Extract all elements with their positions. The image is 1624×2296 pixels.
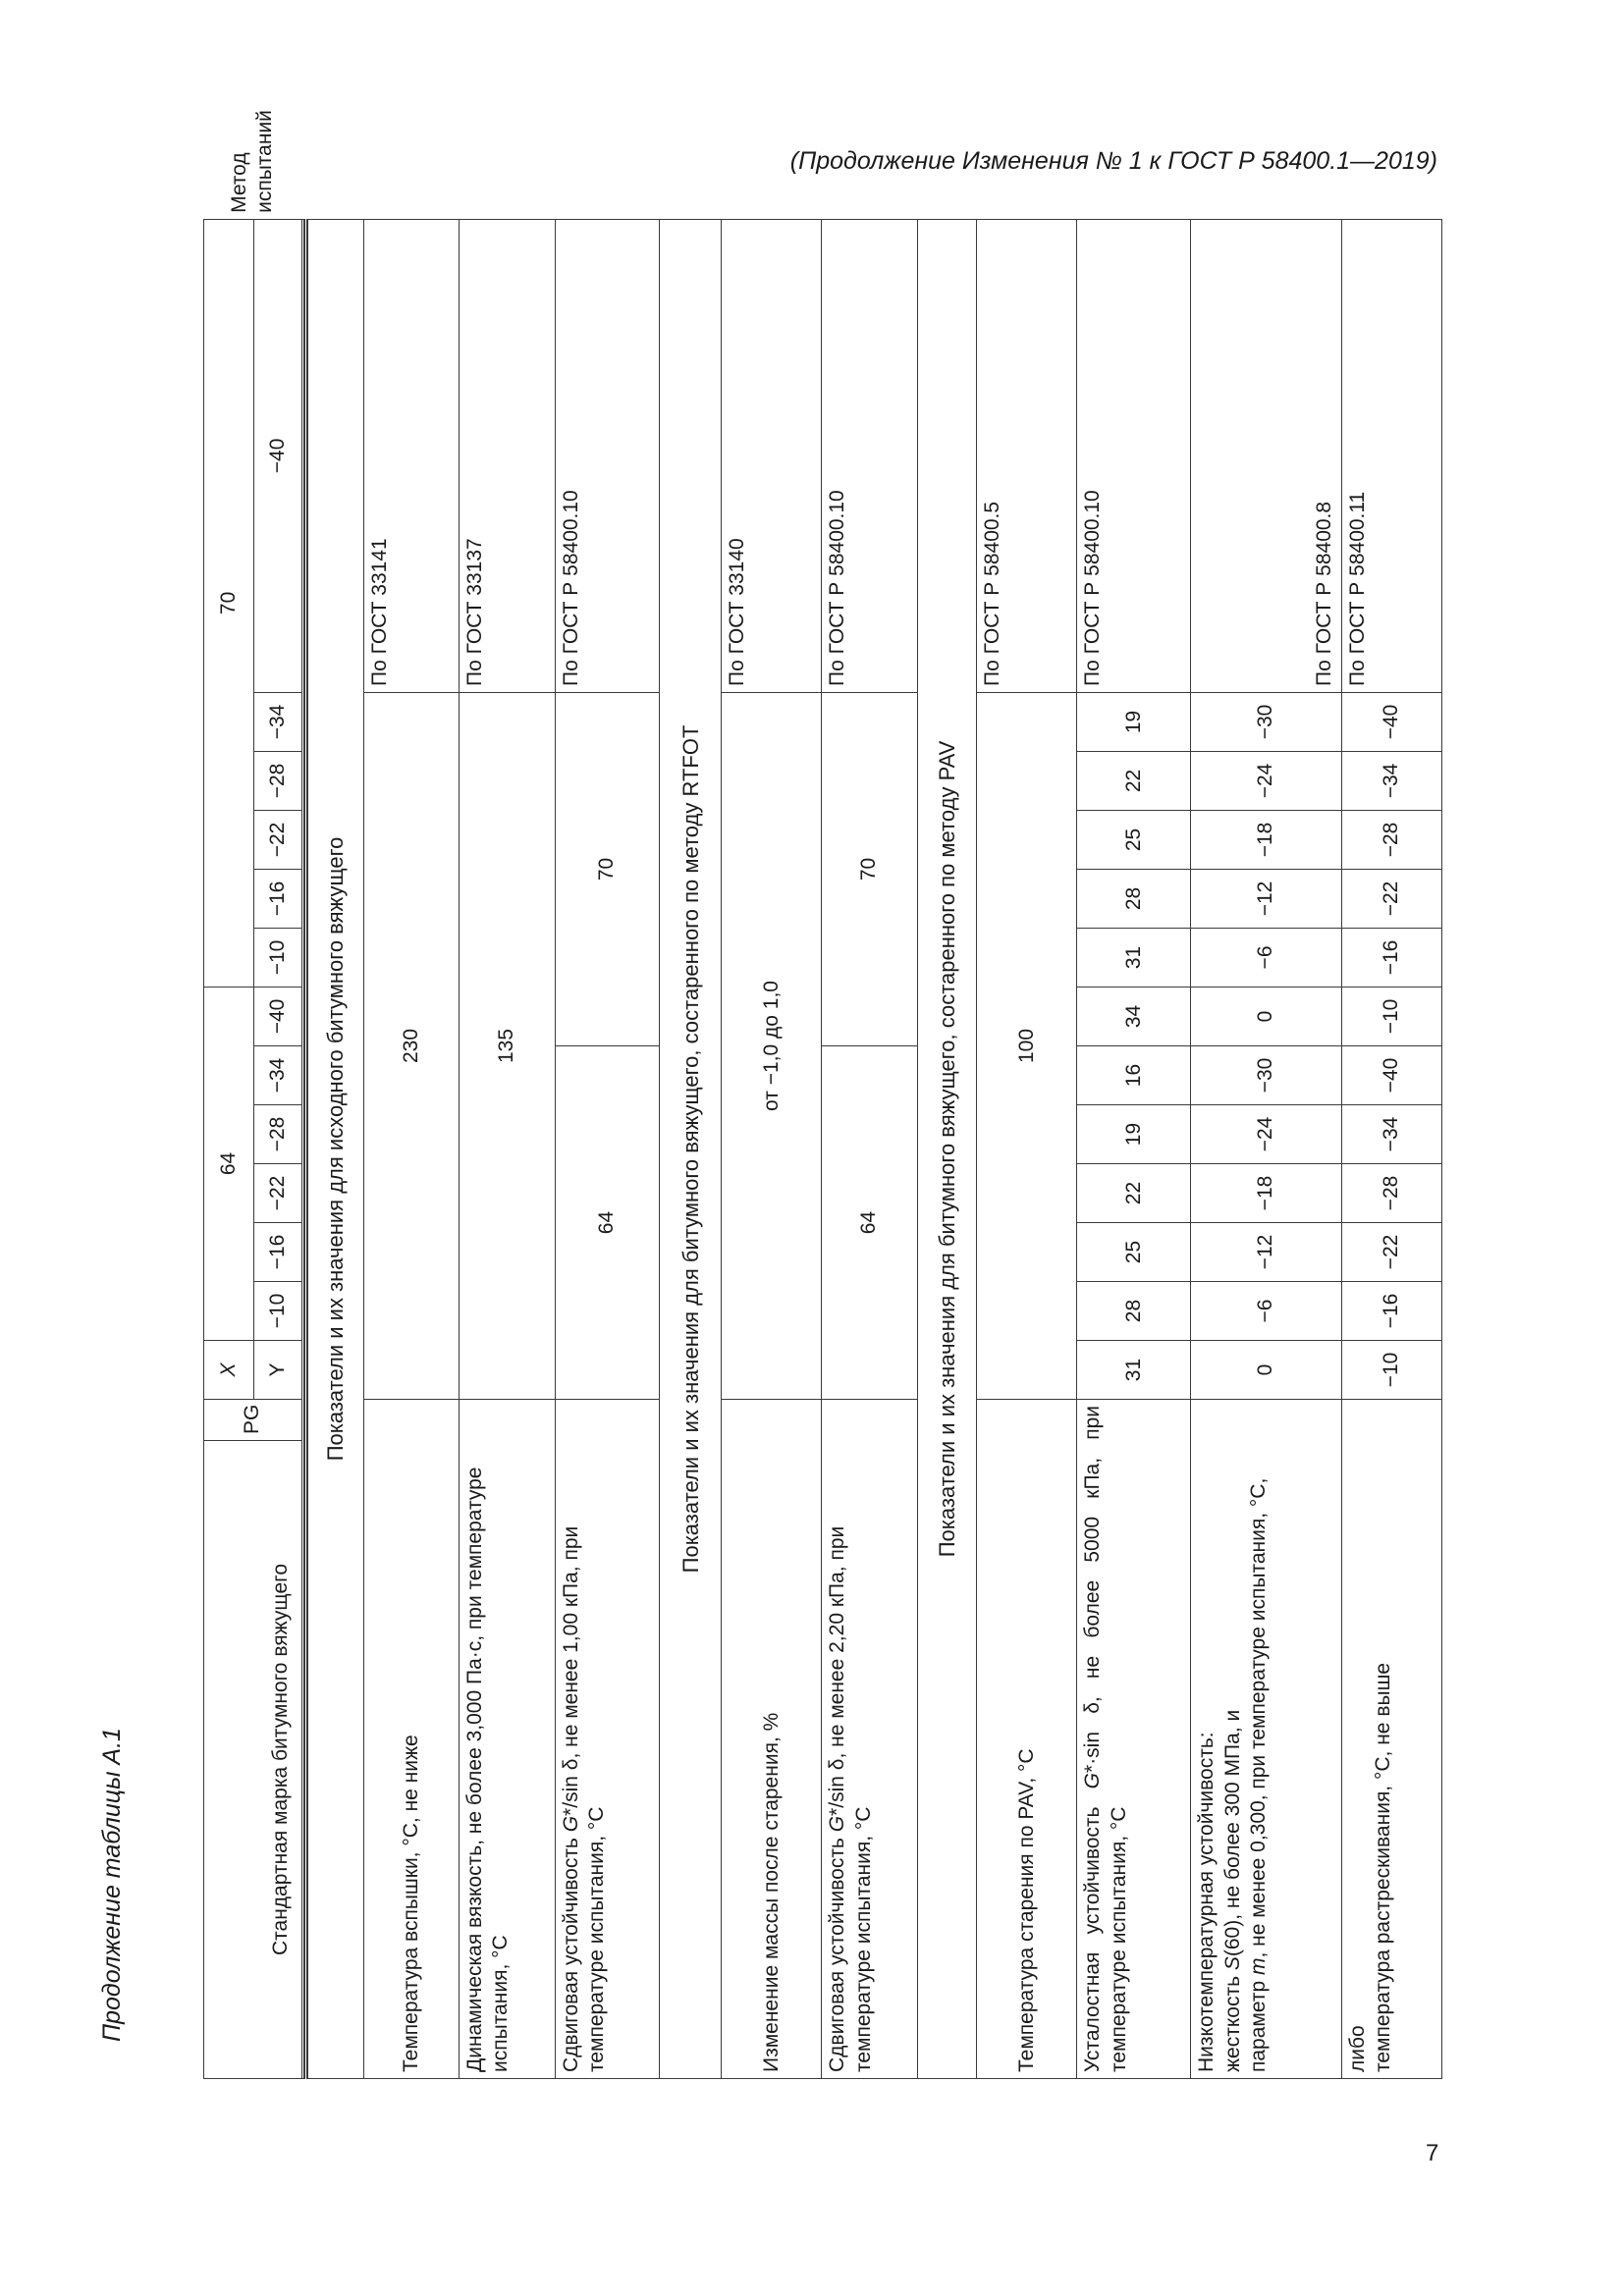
shear-original-value-70: 70 <box>555 692 660 1045</box>
mass-change-label: Изменение массы после старения, % <box>722 1400 822 2079</box>
label-part: Усталостная устойчивость <box>1081 1789 1105 2072</box>
cracking-temperature-value: −40 <box>1341 1046 1441 1105</box>
y-value: −40 <box>254 219 302 692</box>
cracking-temperature-value: −22 <box>1341 869 1441 928</box>
section-rtfot <box>660 219 722 2078</box>
shear-original-label <box>555 1400 660 2079</box>
cracking-temperature-value: −28 <box>1341 1164 1441 1223</box>
label-part: параметр <box>1246 1975 1270 2072</box>
y-value: −16 <box>254 869 302 928</box>
section-original <box>306 219 363 2078</box>
cracking-temperature-value: −16 <box>1341 1282 1441 1341</box>
low-temperature-value: 0 <box>1191 987 1341 1045</box>
row-mass-change <box>722 219 822 2078</box>
cracking-temperature-label <box>1341 1400 1441 2079</box>
grade-label: Стандартная марка битумного вяжущего <box>268 1564 292 1956</box>
viscosity-label: Динамическая вязкость, не более 3,000 Па·с, при температуре испытания, °С <box>460 1400 556 2079</box>
cracking-temperature-value: −34 <box>1341 751 1441 810</box>
table-caption-text: Продолжение таблицы А.1 <box>98 1728 126 2042</box>
shear-rtfot-value-70: 70 <box>822 692 918 1045</box>
label-line: либо <box>1345 2025 1369 2072</box>
y-value: −28 <box>254 751 302 810</box>
cracking-temperature-value: −28 <box>1341 810 1441 869</box>
row-fatigue <box>1077 219 1191 2078</box>
label-line: Низкотемпературная устойчивость: <box>1195 1732 1218 2072</box>
fatigue-value: 19 <box>1077 1105 1191 1164</box>
mass-change-value: от −1,0 до 1,0 <box>722 692 822 1399</box>
cracking-temperature-value: −16 <box>1341 928 1441 987</box>
row-viscosity <box>460 219 556 2078</box>
grade-label-cell <box>204 1441 302 2079</box>
fatigue-value: 31 <box>1077 928 1191 987</box>
flash-point-label: Температура вспышки, °C, не ниже <box>363 1400 460 2079</box>
fatigue-value: 25 <box>1077 1223 1191 1282</box>
y-value: −22 <box>254 810 302 869</box>
fatigue-value: 16 <box>1077 1046 1191 1105</box>
label-symbol: G <box>1081 1772 1105 1789</box>
y-value: −34 <box>254 1046 302 1105</box>
x-value-70: 70 <box>204 219 254 987</box>
fatigue-value: 28 <box>1077 869 1191 928</box>
shear-rtfot-value-64: 64 <box>822 1046 918 1400</box>
fatigue-value: 22 <box>1077 1164 1191 1223</box>
section-original-title: Показатели и их значения для исходного битумного вяжущего <box>306 219 363 2078</box>
label-symbol: m <box>1246 1957 1270 1976</box>
mass-change-method: По ГОСТ 33140 <box>722 219 822 692</box>
document-header-note: (Продолжение Изменения № 1 к ГОСТ Р 58400.1—2019) <box>789 147 1437 175</box>
low-temperature-value: 0 <box>1191 1341 1341 1400</box>
y-value: −34 <box>254 692 302 751</box>
header-row-x <box>204 219 254 2078</box>
label-line <box>1220 1406 1246 2072</box>
low-temperature-value: −6 <box>1191 928 1341 987</box>
x-value-64: 64 <box>204 987 254 1340</box>
viscosity-method: По ГОСТ 33137 <box>460 219 556 692</box>
label-part: , не менее 0,300, при температуре испытания, °С, <box>1246 1477 1270 1958</box>
low-temperature-value: −12 <box>1191 869 1341 928</box>
low-temperature-value: −6 <box>1191 1282 1341 1341</box>
low-temperature-value: −30 <box>1191 692 1341 751</box>
x-label: X <box>204 1341 254 1400</box>
y-value: −16 <box>254 1223 302 1282</box>
low-temperature-value: −24 <box>1191 751 1341 810</box>
fatigue-value: 19 <box>1077 692 1191 751</box>
fatigue-label <box>1077 1400 1191 2079</box>
label-part: *·sin δ, не более 5000 кПа, при температуре испытания, °С <box>1081 1406 1130 2072</box>
cracking-temperature-method: По ГОСТ Р 58400.11 <box>1341 219 1441 692</box>
section-pav <box>917 219 976 2078</box>
table-caption <box>98 1728 157 2081</box>
y-value: −40 <box>254 987 302 1045</box>
row-pav-temperature <box>977 219 1077 2078</box>
pav-temperature-method: По ГОСТ Р 58400.5 <box>977 219 1077 692</box>
method-label: Метод испытаний <box>228 110 277 213</box>
page-number: 7 <box>1426 2140 1439 2166</box>
low-temperature-value: −30 <box>1191 1046 1341 1105</box>
pg-label: PG <box>241 1404 264 1434</box>
shear-rtfot-method: По ГОСТ Р 58400.10 <box>822 219 918 692</box>
pg-label-cell <box>204 1400 302 1441</box>
y-value: −22 <box>254 1164 302 1223</box>
cracking-temperature-value: −22 <box>1341 1223 1441 1282</box>
label-part: Сдвиговая устойчивость <box>826 1832 849 2072</box>
pav-temperature-label: Температура старения по PAV, °С <box>977 1400 1077 2079</box>
fatigue-value: 28 <box>1077 1282 1191 1341</box>
viscosity-value: 135 <box>460 692 556 1399</box>
row-shear-rtfot <box>822 219 918 2078</box>
flash-point-method: По ГОСТ 33141 <box>363 219 460 692</box>
fatigue-method: По ГОСТ Р 58400.10 <box>1077 219 1191 692</box>
low-temperature-value: −18 <box>1191 810 1341 869</box>
label-part: жесткость <box>1220 1970 1244 2072</box>
row-flash-point <box>363 219 460 2078</box>
label-part: */sin δ, не менее 2,20 кПа, при температуре испытания, °С <box>826 1525 875 2072</box>
section-rtfot-title: Показатели и их значения для битумного вяжущего, состаренного по методу RTFOT <box>660 219 722 2078</box>
cracking-temperature-value: −40 <box>1341 692 1441 751</box>
label-line: температура растрескивания, °С, не выше <box>1371 1662 1394 2072</box>
label-part: (60), не более 300 МПа, и <box>1220 1709 1244 1957</box>
low-temperature-value: −18 <box>1191 1164 1341 1223</box>
y-label: Y <box>254 1341 302 1400</box>
cracking-temperature-value: −34 <box>1341 1105 1441 1164</box>
y-value: −10 <box>254 1282 302 1341</box>
section-pav-title: Показатели и их значения для битумного вяжущего, состаренного по методу PAV <box>917 219 976 2078</box>
cracking-temperature-value: −10 <box>1341 987 1441 1045</box>
y-value: −28 <box>254 1105 302 1164</box>
low-temperature-value: −24 <box>1191 1105 1341 1164</box>
shear-rtfot-label <box>822 1400 918 2079</box>
cracking-temperature-value: −10 <box>1341 1341 1441 1400</box>
row-cracking-temperature <box>1341 219 1441 2078</box>
low-temperature-label <box>1191 1400 1341 2079</box>
flash-point-value: 230 <box>363 692 460 1399</box>
fatigue-value: 31 <box>1077 1341 1191 1400</box>
label-part: */sin δ, не менее 1,00 кПа, при температуре испытания, °С <box>559 1525 608 2072</box>
label-symbol: S <box>1220 1956 1244 1971</box>
label-symbol: G <box>559 1815 582 1833</box>
shear-original-value-64: 64 <box>555 1046 660 1400</box>
row-low-temperature <box>1191 219 1341 2078</box>
fatigue-value: 34 <box>1077 987 1191 1045</box>
label-line <box>1246 1406 1272 2072</box>
row-shear-original <box>555 219 660 2078</box>
fatigue-value: 22 <box>1077 751 1191 810</box>
shear-original-method: По ГОСТ Р 58400.10 <box>555 219 660 692</box>
pav-temperature-value: 100 <box>977 692 1077 1399</box>
label-part: Сдвиговая устойчивость <box>559 1832 582 2072</box>
fatigue-value: 25 <box>1077 810 1191 869</box>
y-value: −10 <box>254 928 302 987</box>
label-symbol: G <box>826 1815 849 1833</box>
low-temperature-value: −12 <box>1191 1223 1341 1282</box>
low-temperature-method: По ГОСТ Р 58400.8 <box>1191 219 1341 692</box>
